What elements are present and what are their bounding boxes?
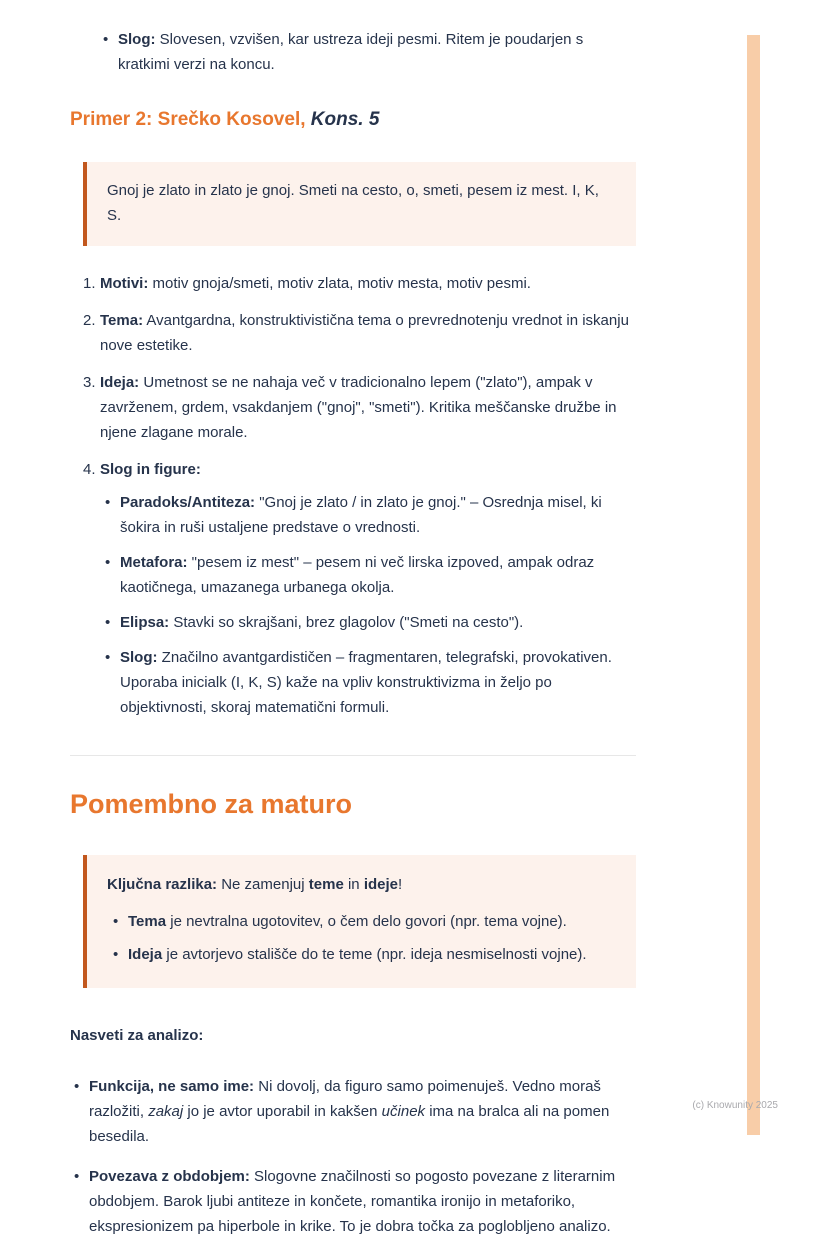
analysis-item-slog-in-figure [70,458,636,721]
primer2-work-title: Kons. 5 [310,108,380,130]
tip-item-funkcija [74,1075,636,1150]
section-divider [70,755,636,756]
tip-label: Povezava z obdobjem: [89,1167,250,1185]
tip-text: Slogovne značilnosti so pogosto povezane z literarnim obdobjem. Barok ljubi antiteze in končete, romantika ironijo in metaforiko, ekspresionizem pa hiperbole in krike. To je dobra točka za poglobljeno analizo. [89,1167,616,1235]
tip-item-povezava [74,1165,636,1240]
key-difference-block [83,855,636,989]
key-difference-text: Ne zamenjuj [217,875,309,893]
poem-quote-text: Gnoj je zlato in zlato je gnoj. Smeti na cesto, o, smeti, pesem iz mest. I, K, S. [107,182,599,225]
analysis-list [70,272,636,720]
figure-label: Elipsa: [120,614,170,632]
figure-item-elipsa [105,611,636,636]
tip-text: Ni dovolj, da figuro samo poimenuješ. Vedno moraš razložiti, [89,1078,601,1121]
key-item-ideja [113,943,616,968]
tip-italic: zakaj [148,1103,184,1121]
nasveti-heading: Nasveti za analizo: [70,1027,204,1045]
analysis-item-text: motiv gnoja/smeti, motiv zlata, motiv mesta, motiv pesmi. [148,275,531,293]
analysis-item-tema [70,309,636,359]
bullet-text: Slovesen, vzvišen, kar ustreza ideji pesmi. Ritem je poudarjen s kratkimi verzi na koncu. [118,31,584,73]
list-item-slog [103,28,636,78]
figures-list [105,491,636,720]
figure-item-slog [105,646,636,721]
tip-text: ima na bralca ali na pomen besedila. [89,1103,610,1146]
analysis-item-motivi [70,272,636,297]
slog-bullet-list [103,28,636,78]
bullet-bold-label: Slog: [118,31,156,48]
matura-heading: Pomembno za maturo [70,788,353,819]
analysis-item-label: Motivi: [100,275,149,293]
figure-text: Značilno avantgardističen – fragmentaren, telegrafski, provokativen. Uporaba inicialk (I, K, S) kaže na vpliv konstruktivizma in željo po objektivnosti, skoraj matematični formuli. [120,648,612,716]
figure-label: Slog: [120,648,158,666]
figure-text: "pesem iz mest" – pesem ni več lirska izpoved, ampak odraz kaotičnega, umazanega urbanega okolja. [120,554,595,597]
page-edge-stripe [747,35,760,1135]
page-content [70,28,636,1255]
figure-item-paradoks [105,491,636,541]
primer2-heading-text: Primer 2: Srečko Kosovel, [70,108,311,130]
key-difference-text: in [343,875,364,893]
key-difference-list [113,910,616,969]
figure-label: Metafora: [120,554,188,572]
tip-italic: učinek [381,1103,426,1121]
poem-quote-block [83,162,636,246]
key-item-label: Ideja [128,946,163,964]
analysis-item-label: Slog in figure: [100,460,201,478]
key-difference-label: Ključna razlika: [107,875,218,893]
key-difference-line [107,873,616,898]
key-difference-text: ! [398,875,403,893]
primer2-heading [70,108,636,133]
analysis-item-ideja [70,371,636,446]
analysis-item-text: Umetnost se ne nahaja več v tradicionalno lepem ("zlato"), ampak v zavrženem, grdem, vsakdanjem ("gnoj", "smeti"). Kritika meščanske družbe in njene zlagane morale. [100,373,617,441]
tip-label: Funkcija, ne samo ime: [89,1078,255,1096]
tip-text: jo je avtor uporabil in kakšen [183,1103,382,1121]
figure-text: "Gnoj je zlato / in zlato je gnoj." – Osrednja misel, ki šokira in ruši ustaljene predstave o vrednosti. [120,494,602,537]
tips-list [74,1075,636,1239]
key-difference-ideje: ideje [363,875,398,893]
figure-text: Stavki so skrajšani, brez glagolov ("Smeti na cesto"). [169,614,524,632]
key-item-text: je nevtralna ugotovitev, o čem delo govori (npr. tema vojne). [166,912,567,930]
key-difference-teme: teme [308,875,344,893]
analysis-item-label: Ideja: [100,373,140,391]
figure-label: Paradoks/Antiteza: [120,494,256,512]
key-item-tema [113,910,616,935]
figure-item-metafora [105,551,636,601]
copyright-text: (c) Knowunity 2025 [692,1100,778,1111]
analysis-item-text: Avantgardna, konstruktivistična tema o prevrednotenju vrednot in iskanju nove estetike. [100,312,629,355]
key-item-text: je avtorjevo stališče do te teme (npr. ideja nesmiselnosti vojne). [162,946,587,964]
key-item-label: Tema [128,912,167,930]
analysis-item-label: Tema: [100,312,144,330]
